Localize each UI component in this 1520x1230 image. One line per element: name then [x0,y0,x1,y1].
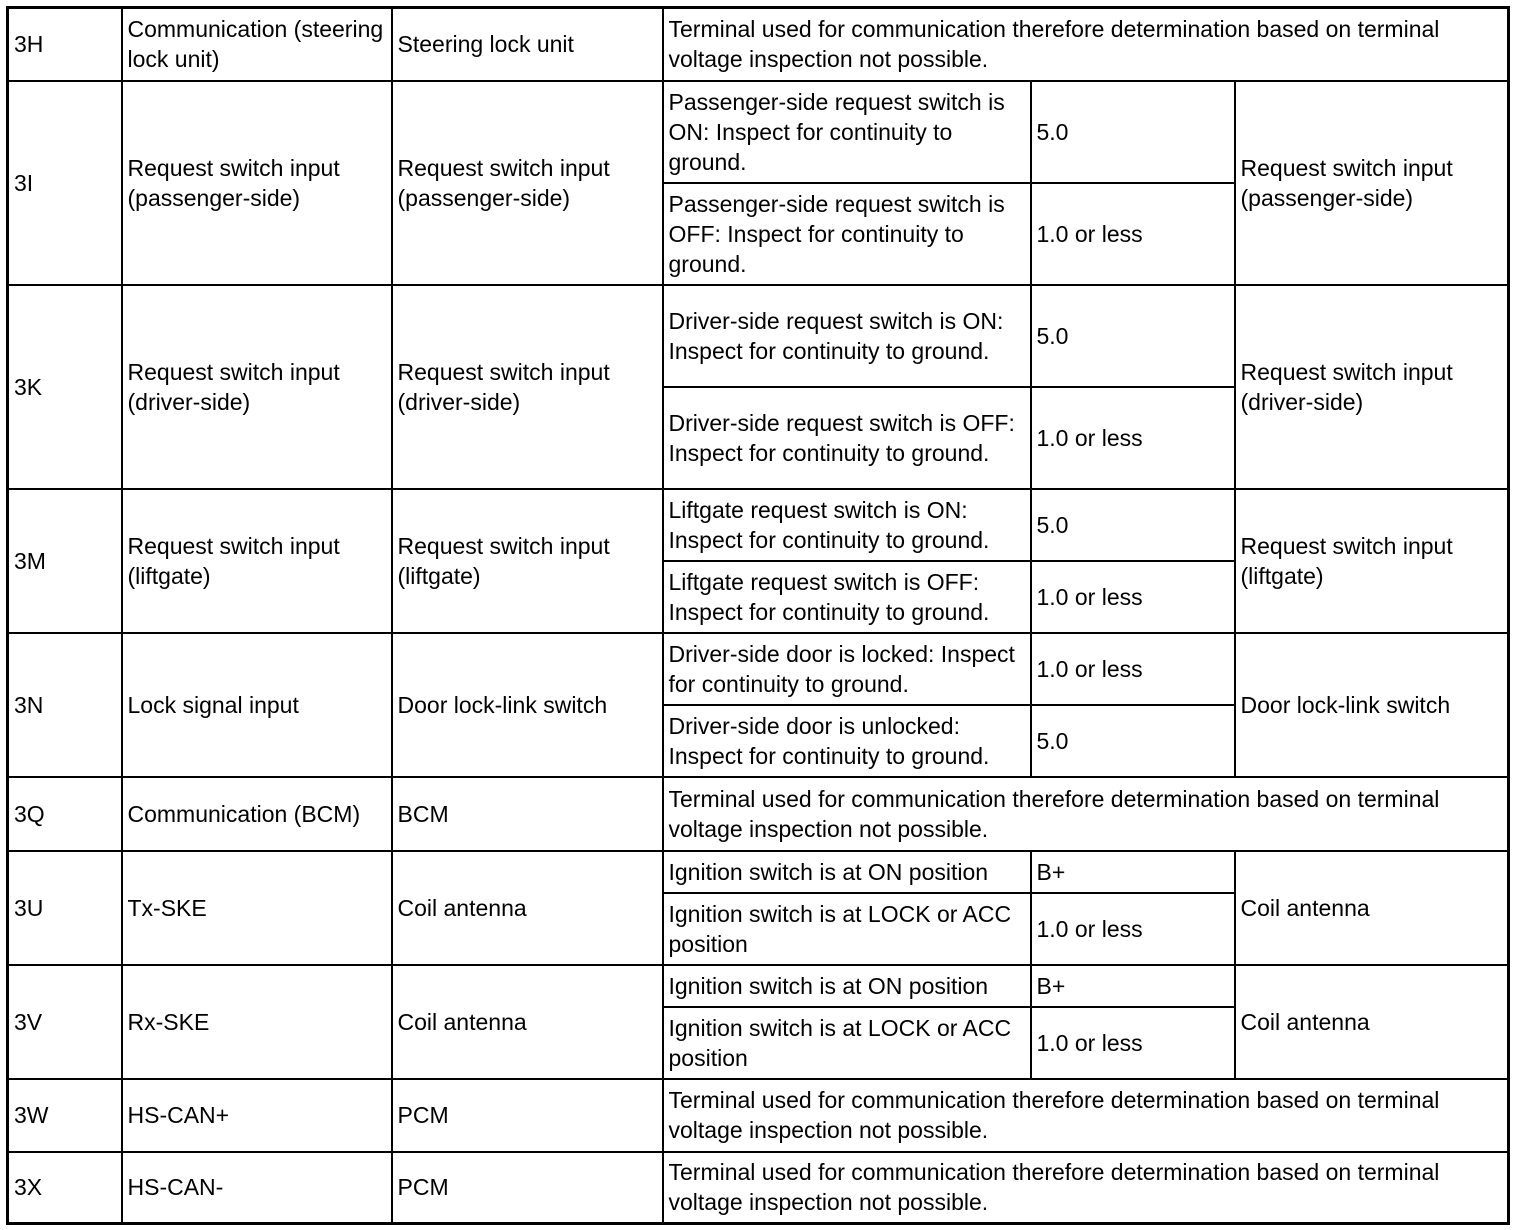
terminal-cell: 3I [8,81,122,285]
connected-to-cell: Door lock-link switch [392,633,663,777]
condition-cell: Ignition switch is at ON position [663,851,1031,893]
table-row [8,489,1509,561]
table-row [8,777,1509,851]
signal-cell: Communication (steering lock unit) [122,8,392,81]
table-row [8,81,1509,183]
condition-cell: Driver-side request switch is OFF: Inspect for continuity to ground. [663,387,1031,489]
terminal-cell: 3M [8,489,122,633]
condition-cell: Driver-side door is locked: Inspect for continuity to ground. [663,633,1031,705]
terminal-voltage-table [6,6,1510,1225]
terminal-cell: 3W [8,1079,122,1152]
value-cell: 1.0 or less [1031,561,1235,633]
value-cell: 1.0 or less [1031,387,1235,489]
inspection-item-cell: Request switch input (driver-side) [1235,285,1509,489]
note-cell: Terminal used for communication therefore determination based on terminal voltage inspection not possible. [663,777,1509,851]
connected-to-cell: Coil antenna [392,965,663,1079]
value-cell: 5.0 [1031,81,1235,183]
table-row [8,851,1509,893]
table-row [8,1152,1509,1224]
connected-to-cell: Request switch input (liftgate) [392,489,663,633]
value-cell: 1.0 or less [1031,183,1235,285]
table-row [8,285,1509,387]
table-row [8,965,1509,1007]
note-cell: Terminal used for communication therefore determination based on terminal voltage inspection not possible. [663,1079,1509,1152]
terminal-cell: 3N [8,633,122,777]
connected-to-cell: BCM [392,777,663,851]
condition-cell: Driver-side door is unlocked: Inspect for continuity to ground. [663,705,1031,777]
terminal-table-wrapper [6,6,1510,1225]
condition-cell: Passenger-side request switch is OFF: Inspect for continuity to ground. [663,183,1031,285]
value-cell: 1.0 or less [1031,893,1235,965]
inspection-item-cell: Request switch input (liftgate) [1235,489,1509,633]
value-cell: 1.0 or less [1031,633,1235,705]
signal-cell: Lock signal input [122,633,392,777]
note-cell: Terminal used for communication therefore determination based on terminal voltage inspection not possible. [663,1152,1509,1224]
signal-cell: Request switch input (liftgate) [122,489,392,633]
signal-cell: Request switch input (driver-side) [122,285,392,489]
connected-to-cell: PCM [392,1152,663,1224]
condition-cell: Liftgate request switch is ON: Inspect for continuity to ground. [663,489,1031,561]
terminal-cell: 3H [8,8,122,81]
inspection-item-cell: Coil antenna [1235,965,1509,1079]
terminal-cell: 3V [8,965,122,1079]
condition-cell: Ignition switch is at LOCK or ACC position [663,893,1031,965]
value-cell: B+ [1031,965,1235,1007]
connected-to-cell: Request switch input (driver-side) [392,285,663,489]
value-cell: 5.0 [1031,705,1235,777]
table-row [8,1079,1509,1152]
terminal-cell: 3X [8,1152,122,1224]
signal-cell: HS-CAN+ [122,1079,392,1152]
signal-cell: Request switch input (passenger-side) [122,81,392,285]
connected-to-cell: Coil antenna [392,851,663,965]
connected-to-cell: Steering lock unit [392,8,663,81]
signal-cell: Tx-SKE [122,851,392,965]
inspection-item-cell: Door lock-link switch [1235,633,1509,777]
terminal-cell: 3K [8,285,122,489]
value-cell: 5.0 [1031,489,1235,561]
inspection-item-cell: Request switch input (passenger-side) [1235,81,1509,285]
condition-cell: Ignition switch is at LOCK or ACC position [663,1007,1031,1079]
connected-to-cell: PCM [392,1079,663,1152]
value-cell: 1.0 or less [1031,1007,1235,1079]
terminal-cell: 3U [8,851,122,965]
condition-cell: Ignition switch is at ON position [663,965,1031,1007]
signal-cell: Rx-SKE [122,965,392,1079]
terminal-cell: 3Q [8,777,122,851]
signal-cell: HS-CAN- [122,1152,392,1224]
condition-cell: Driver-side request switch is ON: Inspect for continuity to ground. [663,285,1031,387]
condition-cell: Passenger-side request switch is ON: Inspect for continuity to ground. [663,81,1031,183]
connected-to-cell: Request switch input (passenger-side) [392,81,663,285]
table-row [8,8,1509,81]
inspection-item-cell: Coil antenna [1235,851,1509,965]
condition-cell: Liftgate request switch is OFF: Inspect for continuity to ground. [663,561,1031,633]
value-cell: 5.0 [1031,285,1235,387]
value-cell: B+ [1031,851,1235,893]
table-row [8,633,1509,705]
note-cell: Terminal used for communication therefore determination based on terminal voltage inspection not possible. [663,8,1509,81]
signal-cell: Communication (BCM) [122,777,392,851]
